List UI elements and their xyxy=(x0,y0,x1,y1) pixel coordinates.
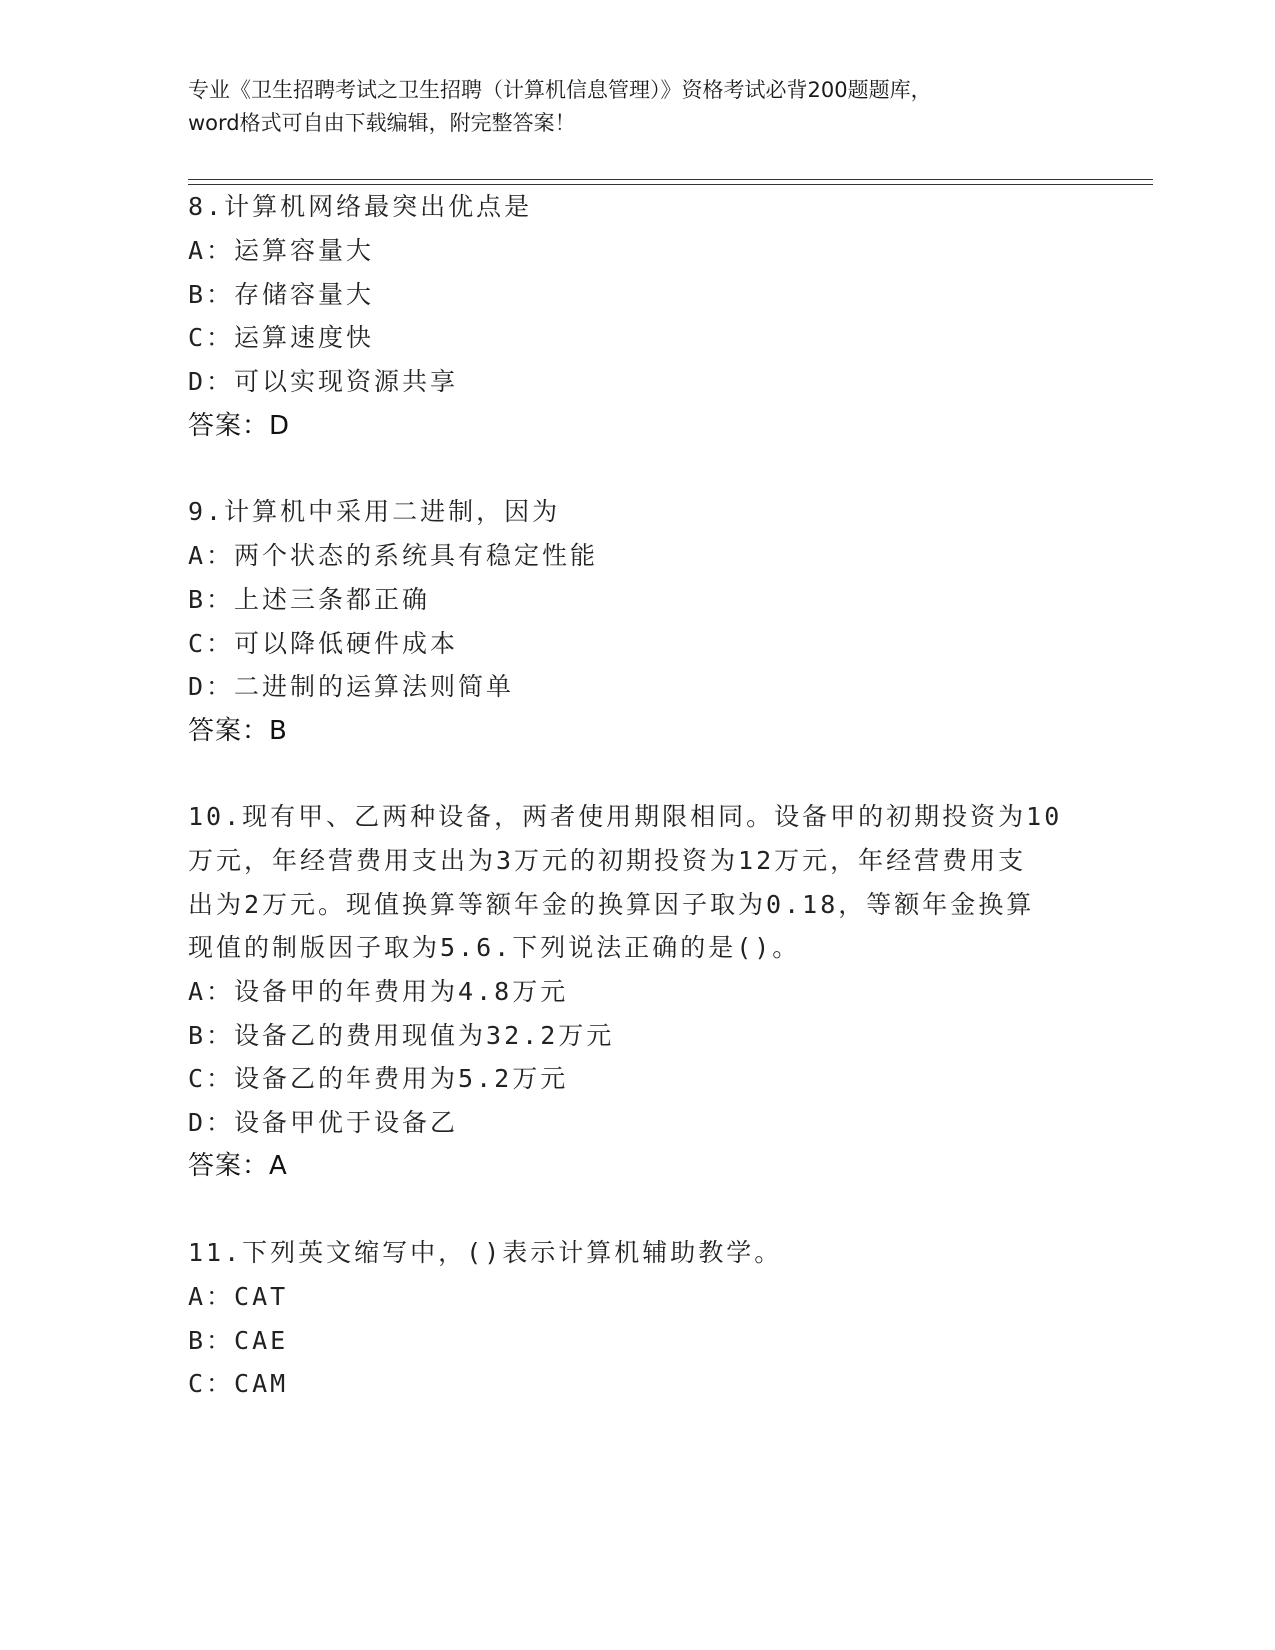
question-10-stem-line-1: 10.现有甲、乙两种设备，两者使用期限相同。设备甲的初期投资为10 xyxy=(188,802,1063,831)
header-divider-top xyxy=(188,179,1153,180)
question-8-option-b: B：存储容量大 xyxy=(188,280,375,309)
question-10-stem-line-2: 万元，年经营费用支出为3万元的初期投资为12万元，年经营费用支 xyxy=(188,846,1027,875)
question-10-option-d: D：设备甲优于设备乙 xyxy=(188,1108,459,1137)
question-9-stem: 9.计算机中采用二进制，因为 xyxy=(188,497,561,526)
question-8-option-d: D：可以实现资源共享 xyxy=(188,367,459,396)
question-11-option-c: C：CAM xyxy=(188,1369,289,1398)
question-9-option-d: D：二进制的运算法则简单 xyxy=(188,672,515,701)
question-8-option-a: A：运算容量大 xyxy=(188,236,375,265)
question-8-option-c: C：运算速度快 xyxy=(188,323,375,352)
question-9-option-c: C：可以降低硬件成本 xyxy=(188,629,459,658)
document-header xyxy=(188,74,1088,140)
question-10-answer: 答案：A xyxy=(188,1151,288,1181)
question-9-option-b: B：上述三条都正确 xyxy=(188,585,431,614)
question-11-stem: 11.下列英文缩写中，()表示计算机辅助教学。 xyxy=(188,1238,783,1267)
question-9-answer: 答案：B xyxy=(188,716,288,746)
question-8-answer: 答案：D xyxy=(188,411,291,441)
header-title-line-2: word格式可自由下载编辑，附完整答案！ xyxy=(188,111,576,135)
header-divider-bottom xyxy=(188,184,1153,185)
question-10-option-c: C：设备乙的年费用为5.2万元 xyxy=(188,1064,569,1093)
question-9-option-a: A：两个状态的系统具有稳定性能 xyxy=(188,541,599,570)
header-title-line-1: 专业《卫生招聘考试之卫生招聘（计算机信息管理）》资格考试必背200题题库， xyxy=(188,78,932,102)
question-10-stem-line-4: 现值的制版因子取为5.6.下列说法正确的是()。 xyxy=(188,933,801,962)
question-11-option-a: A：CAT xyxy=(188,1282,289,1311)
question-10-option-b: B：设备乙的费用现值为32.2万元 xyxy=(188,1021,615,1050)
question-8-stem: 8.计算机网络最突出优点是 xyxy=(188,192,533,221)
question-10-stem-line-3: 出为2万元。现值换算等额年金的换算因子取为0.18，等额年金换算 xyxy=(188,890,1035,919)
question-10-option-a: A：设备甲的年费用为4.8万元 xyxy=(188,977,569,1006)
question-11-option-b: B：CAE xyxy=(188,1326,289,1355)
